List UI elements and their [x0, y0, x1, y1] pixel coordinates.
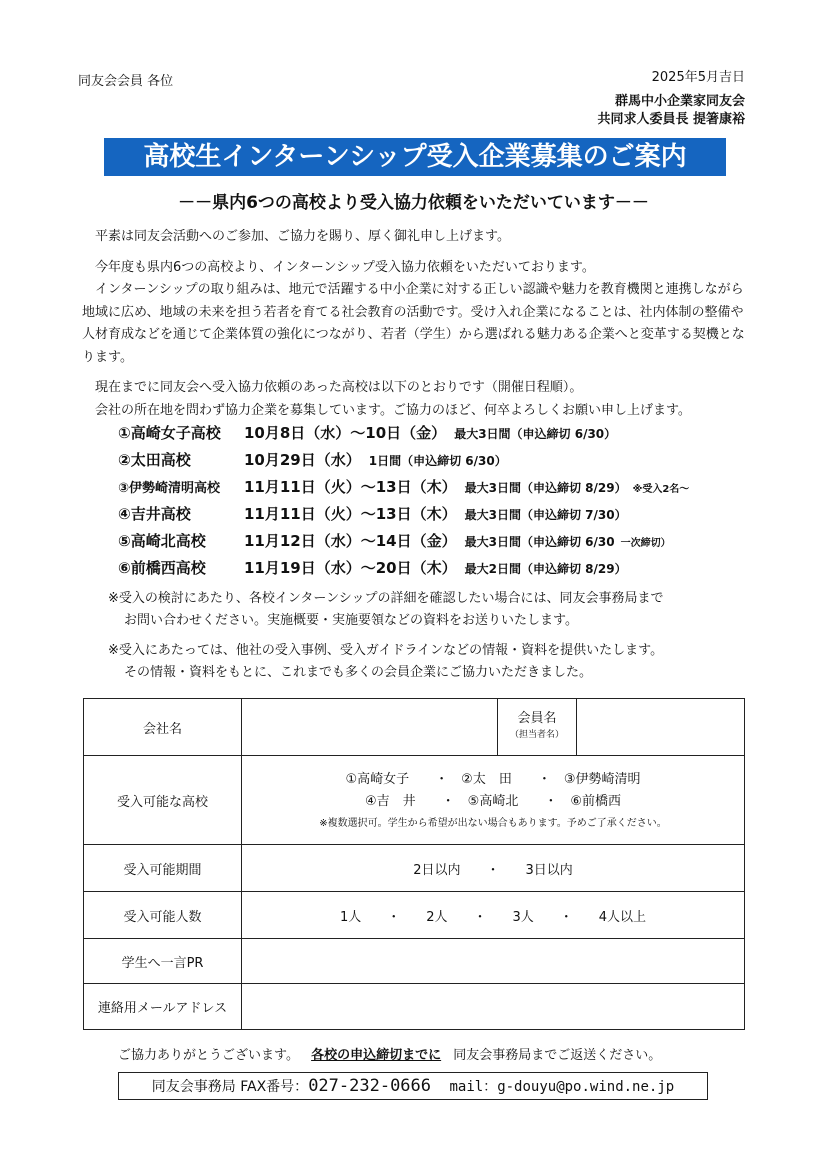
- member-label-sub: （担当者名）: [509, 730, 564, 740]
- schools-note: ※複数選択可。学生から希望が出ない場合もあります。予めご了承ください。: [319, 818, 667, 829]
- contact-box: [118, 1072, 708, 1100]
- pr-label: 学生へ一言PR: [84, 939, 242, 984]
- school-duration: 最大3日間（申込締切 8/29）: [464, 481, 627, 495]
- school-dates: 11月11日（火）～13日（木） 最大3日間（申込締切 7/30）: [244, 505, 627, 523]
- note-line: その情報・資料をもとに、これまでも多くの会員企業にご協力いただきました。: [124, 665, 593, 680]
- application-form: [83, 698, 745, 1030]
- schools-label: 受入可能な高校: [84, 756, 242, 845]
- school-dates: 11月12日（水）～14日（金） 最大3日間（申込締切 6/30 一次締切）: [244, 532, 671, 550]
- mail-label: mail：: [449, 1079, 498, 1095]
- school-name: ③伊勢崎清明高校: [118, 481, 221, 496]
- body-paragraph: 平素は同友会活動へのご参加、ご協力を賜り、厚く御礼申し上げます。: [95, 229, 510, 244]
- school-duration: 1日間（申込締切 6/30）: [368, 454, 507, 468]
- school-duration: 最大3日間（申込締切 6/30）: [454, 427, 617, 441]
- school-name: ①高崎女子高校: [118, 424, 221, 442]
- body-paragraph: インターンシップの取り組みは、地元で活躍する中小企業に対する正しい認識や魅力を教育機関と連携しながら地域に広め、地域の未来を担う若者を育てる社会教育の活動です。受け入れ企業になることは、社内体制の整備や人材育成などを通じて企業体質の強化につながり、若者（学生）から選ばれる魅力ある企業へと変革する契機となります。: [82, 282, 745, 365]
- school-note: ※受入2名～: [632, 484, 690, 495]
- period-options[interactable]: 2日以内 ・ 3日以内: [242, 845, 745, 892]
- mail-address: g-douyu@po.wind.ne.jp: [497, 1079, 675, 1095]
- issue-date: 2025年5月吉日: [651, 70, 745, 85]
- school-name: ⑤高崎北高校: [118, 532, 206, 550]
- footer-thanks: ご協力ありがとうございます。: [118, 1048, 299, 1063]
- school-duration: 最大2日間（申込締切 8/29）: [464, 562, 627, 576]
- addressee: 同友会会員 各位: [78, 74, 174, 89]
- school-duration: 最大3日間（申込締切 7/30）: [464, 508, 627, 522]
- body-paragraph: 会社の所在地を問わず協力企業を募集しています。ご協力のほど、何卒よろしくお願い申し上げます。: [95, 402, 691, 418]
- school-name: ⑥前橋西高校: [118, 559, 206, 577]
- school-dates: 10月29日（水） 1日間（申込締切 6/30）: [244, 451, 507, 469]
- count-options[interactable]: 1人 ・ 2人 ・ 3人 ・ 4人以上: [242, 892, 745, 939]
- email-label: 連絡用メールアドレス: [84, 984, 242, 1030]
- school-dates: 11月19日（水）～20日（木） 最大2日間（申込締切 8/29）: [244, 559, 627, 577]
- school-dates: 11月11日（火）～13日（木） 最大3日間（申込締切 8/29） ※受入2名～: [244, 478, 690, 496]
- school-name: ④吉井高校: [118, 505, 191, 523]
- page-subtitle: －－県内6つの高校より受入協力依頼をいただいています－－: [178, 193, 649, 213]
- footer-return: 同友会事務局までご返送ください。: [453, 1048, 662, 1063]
- fax-label: 同友会事務局 FAX番号：: [151, 1079, 309, 1095]
- school-note: 一次締切）: [620, 538, 671, 549]
- notes: [108, 588, 664, 684]
- company-field[interactable]: [242, 699, 498, 756]
- school-dates: 10月8日（水）～10日（金） 最大3日間（申込締切 6/30）: [244, 424, 617, 442]
- body-text: [82, 226, 754, 422]
- period-label: 受入可能期間: [84, 845, 242, 892]
- school-duration: 最大3日間（申込締切 6/30: [464, 535, 615, 549]
- footer-line: [118, 1044, 661, 1063]
- schools-options-row: ④吉 井 ・ ⑤高崎北 ・ ⑥前橋西: [365, 794, 621, 809]
- company-label: 会社名: [84, 699, 242, 756]
- member-label-text: 会員名: [517, 711, 557, 726]
- sender-organization: 群馬中小企業家同友会: [614, 94, 745, 109]
- fax-number: 027-232-0666: [308, 1076, 432, 1096]
- count-label: 受入可能人数: [84, 892, 242, 939]
- body-paragraph: 今年度も県内6つの高校より、インターンシップ受入協力依頼をいただいております。: [95, 259, 595, 275]
- note-line: ※受入にあたっては、他社の受入事例、受入ガイドラインなどの情報・資料を提供いたします。: [108, 643, 664, 658]
- sender-name: 共同求人委員長 提箸康裕: [597, 112, 745, 127]
- member-field[interactable]: [577, 699, 745, 756]
- schools-options-row: ①高崎女子 ・ ②太 田 ・ ③伊勢崎清明: [345, 772, 641, 787]
- email-field[interactable]: [242, 984, 745, 1030]
- note-line: ※受入の検討にあたり、各校インターンシップの詳細を確認したい場合には、同友会事務局まで: [108, 591, 664, 606]
- body-paragraph: 現在までに同友会へ受入協力依頼のあった高校は以下のとおりです（開催日程順）。: [95, 380, 583, 395]
- schools-options[interactable]: [242, 756, 745, 845]
- school-name: ②太田高校: [118, 451, 191, 469]
- note-line: お問い合わせください。実施概要・実施要領などの資料をお送りいたします。: [124, 613, 578, 628]
- page-title: 高校生インターンシップ受入企業募集のご案内: [104, 138, 726, 176]
- pr-field[interactable]: [242, 939, 745, 984]
- member-label: [498, 699, 577, 756]
- footer-deadline: 各校の申込締切までに: [311, 1048, 442, 1063]
